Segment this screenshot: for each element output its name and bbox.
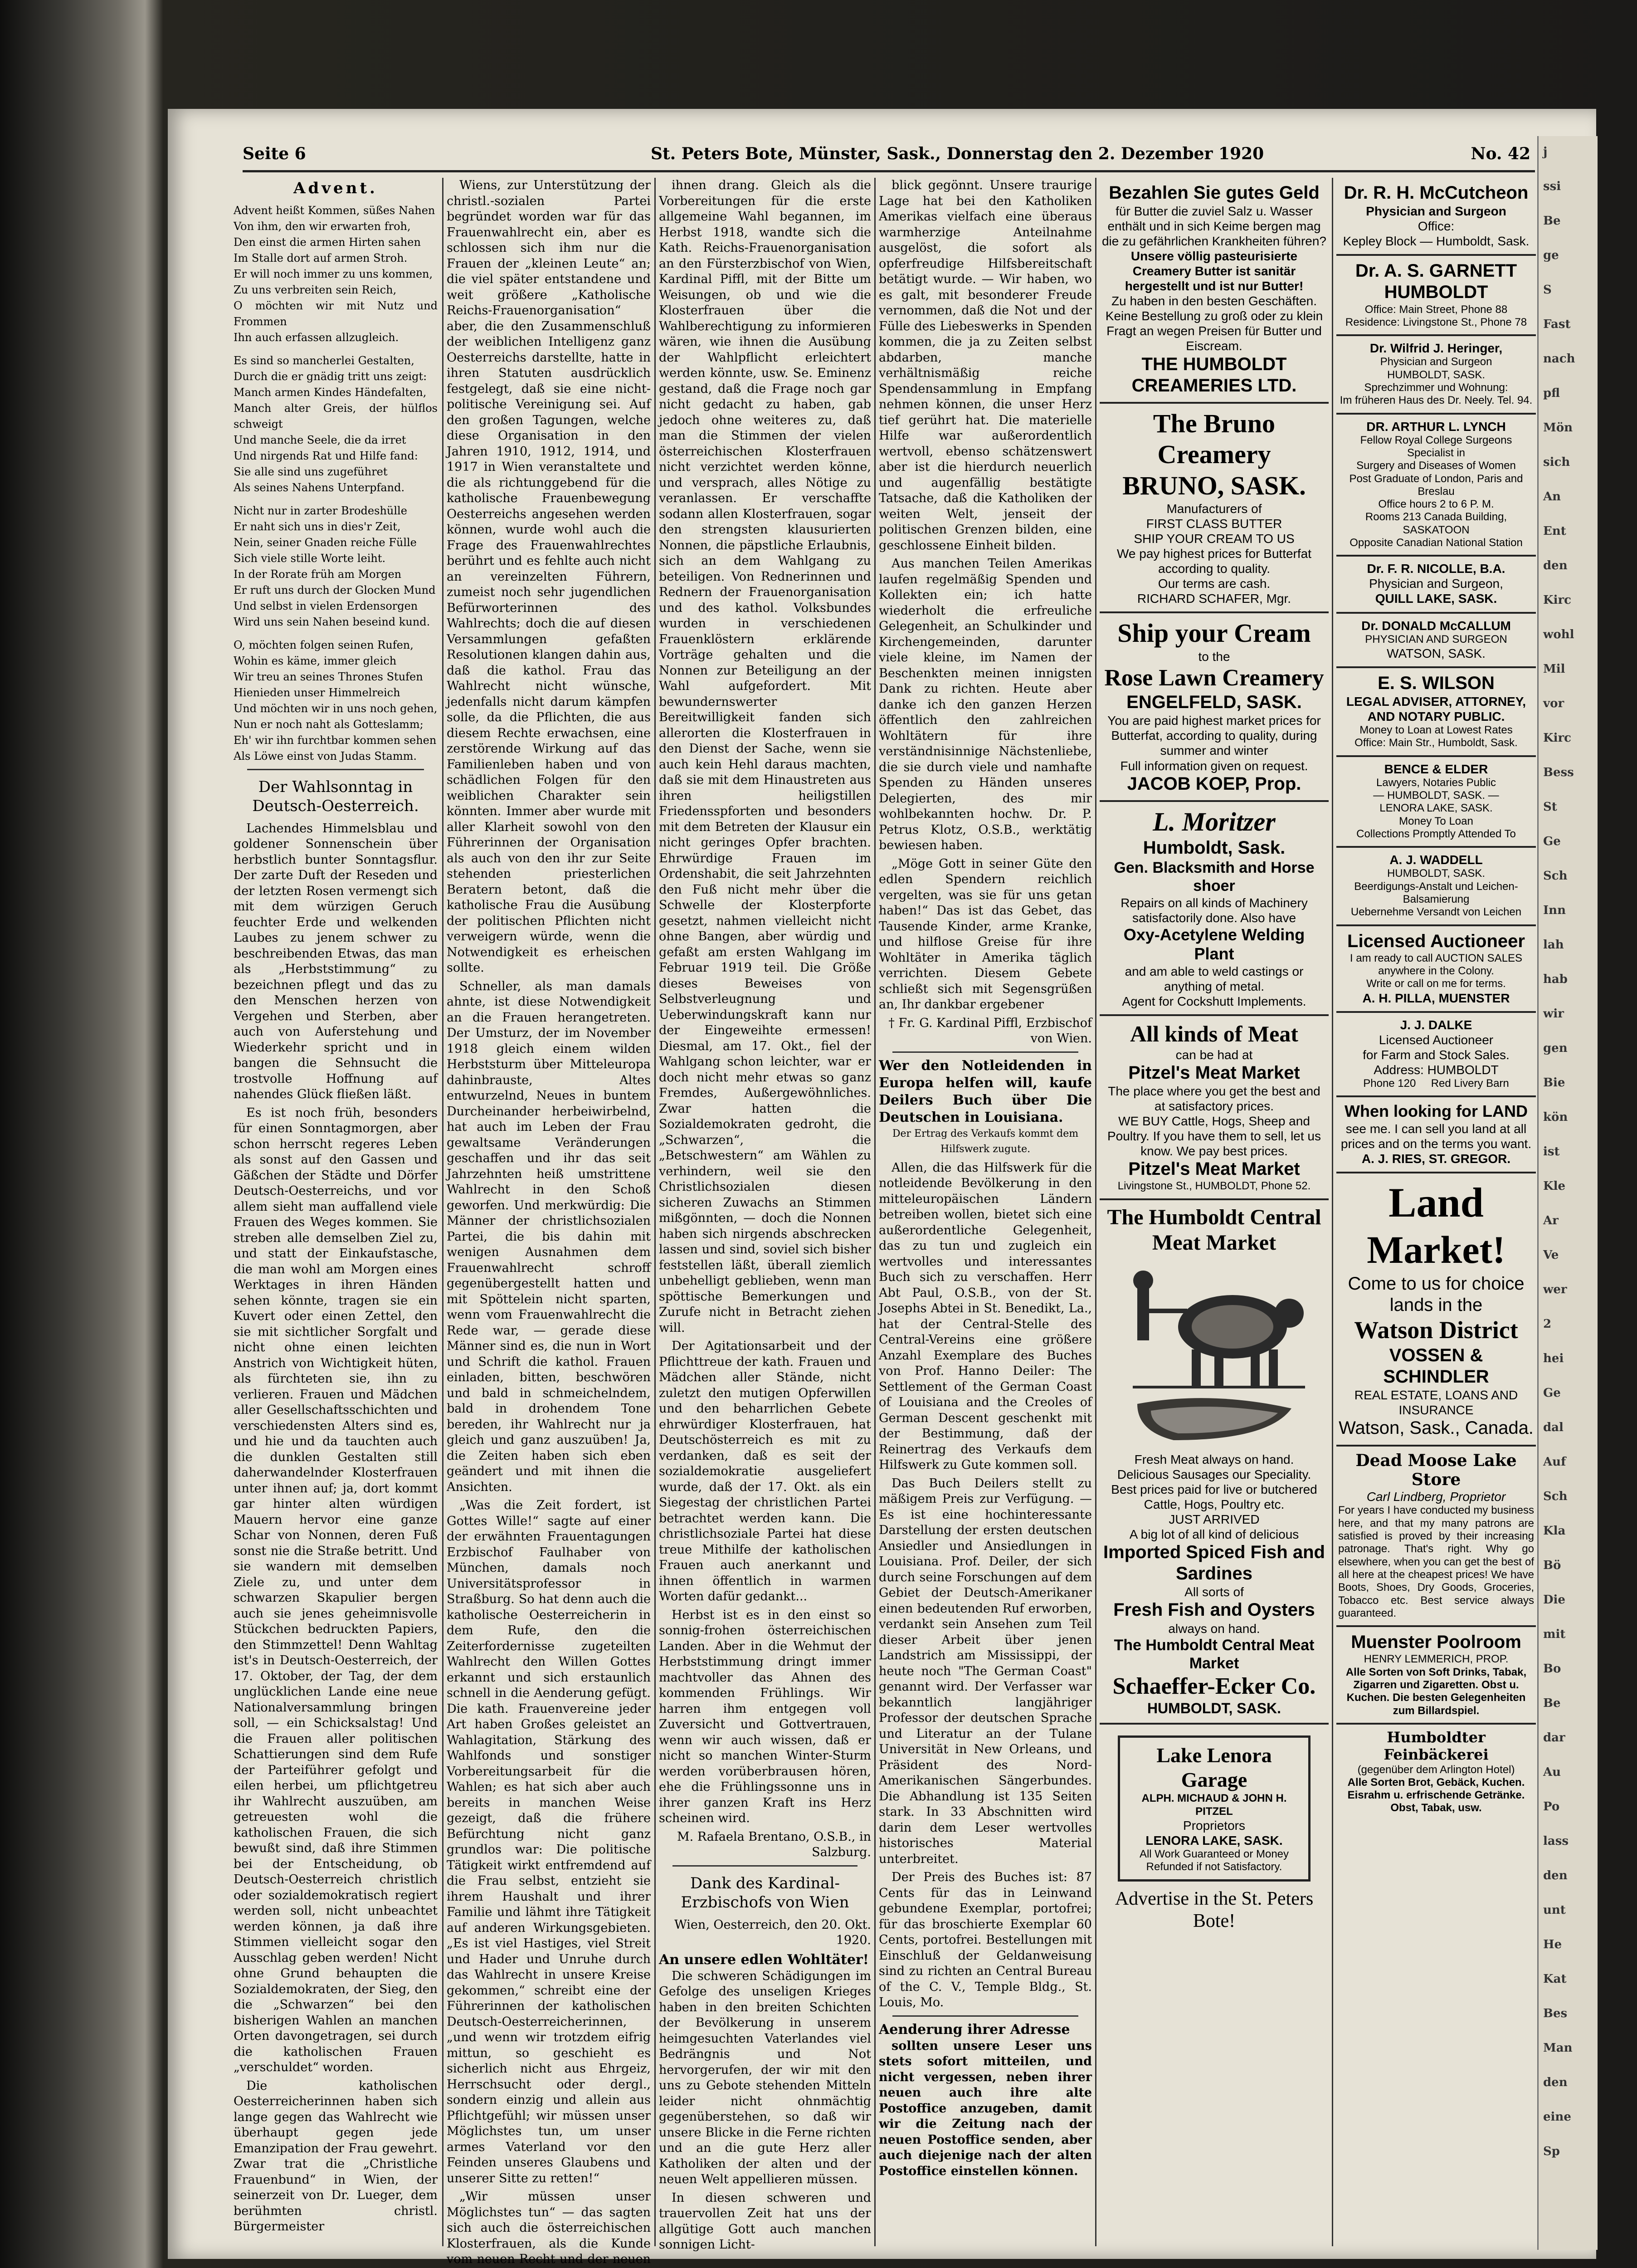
strip-fragment: kön <box>1543 1110 1568 1124</box>
ad-licensed-auctioneer <box>1336 926 1536 1013</box>
ad-line: Delicious Sausages our Speciality. <box>1117 1467 1311 1481</box>
poem-line: O möchten wir mit Nutz und Frommen <box>234 299 438 328</box>
ad-heringer <box>1336 336 1536 414</box>
paragraph: Herbst ist es in den einst so sonnig-frohen österreichischen Landen. Aber in die Wehmut der Herbststimmung dringt immer machtvoller das Ahnen des kommenden Frühlings. Wir harren ihm entgegen voll Zuversicht und Gottvertrauen, wenn wir auch wissen, daß er nicht so manchen Winter-Sturm werden vorüberbrausen hören, ehe die Frühlingssonne uns in ihrer ganzen Kraft ins Herz scheinen wird. <box>659 1608 871 1825</box>
strip-fragment: hei <box>1543 1352 1564 1365</box>
article-body <box>659 178 871 1827</box>
ad-line: PHYSICIAN AND SURGEON <box>1365 633 1507 645</box>
ad-line: Zu haben in den besten Geschäften. Keine Bestellung zu groß oder zu klein <box>1105 294 1323 323</box>
article-signature: M. Rafaela Brentano, O.S.B., in Salzburg. <box>677 1829 871 1859</box>
ad-line: WE BUY Cattle, Hogs, Sheep and Poultry. If you have them to sell, let us know. We pay best prices. <box>1107 1114 1321 1158</box>
ad-line: always on hand. <box>1168 1621 1260 1636</box>
ad-mccallum <box>1336 614 1536 668</box>
ad-name: Carl Lindberg, Proprietor <box>1366 1490 1506 1504</box>
poem-line: Er naht sich uns in dies'r Zeit, <box>234 520 401 533</box>
strip-fragment: pfl <box>1543 386 1560 400</box>
ad-mccutcheon <box>1336 178 1536 256</box>
strip-fragment: He <box>1543 1938 1562 1951</box>
ad-title: Muenster Poolroom <box>1351 1632 1521 1652</box>
paragraph: Schneller, als man damals ahnte, ist diese Notwendigkeit an die Frauen herangetreten. Der Umsturz, der im November 1918 gleich einem wilden Herbststurm über Mitteleuropa dahinbrauste, Altes entwurzelnd, Neues in buntem Durcheinander herbeiwirbelnd, hat auch im Leben der Frau gewaltsame Veränderungen geschaffen und ihr das seit Jahrzehnten heiß umstrittene Wahlrecht in den Schoß geworfen. Und merkwürdig: Die Männer der christlichsozialen Partei, die bis dahin mit wenigen Ausnahmen dem Frauenwahlrecht schroff gegenübergestellt hatten und mit Spöttelein nicht sparten, wenn vom Frauenwahlrecht die Rede war, — gerade diese Männer sind es, die nun in Wort und Schrift die kathol. Frauen einladen, bitten, beschwören und bald in schmeichelndem, bald in drohendem Tone bereden, ihr Wahlrecht nur ja gleich und ganz auszuüben! Ja, die Zeiten haben sich eben geändert und mit ihnen die Ansichten. <box>447 979 651 1494</box>
strip-fragment: Bie <box>1543 1076 1565 1090</box>
strip-fragment: Au <box>1543 1765 1561 1779</box>
column-3 <box>659 178 871 2252</box>
strip-fragment: ssi <box>1543 180 1561 193</box>
ad-name: A. H. PILLA, MUENSTER <box>1362 991 1510 1005</box>
ad-line: JUST ARRIVED <box>1169 1512 1260 1526</box>
ad-line: A big lot of all kind of delicious <box>1129 1527 1299 1541</box>
ad-line: Full information given on request. <box>1120 758 1308 773</box>
ad-title: DR. ARTHUR L. LYNCH <box>1366 419 1506 434</box>
paragraph: „Möge Gott in seiner Güte den edlen Spendern reichlich vergelten, was sie für uns getan haben!“ Das ist das Gebet, das Tausende Kinder, arme Kranke, und hilflose Greise für ihre Wohltäter in Amerika täglich verrichten. Diesem Gebete schließt sich mit Segensgrüßen an, Ihr dankbar ergebener <box>879 856 1092 1012</box>
paragraph: Der Preis des Buches ist: 87 Cents für das in Leinwand gebundene Exemplar, portofrei; für das broschierte Exemplar 60 Cents, portofrei. Bestellungen mit Einschluß der Geldanweisung sind zu richten an Central Bureau of the C. V., Temple Bldg., St. Louis, Mo. <box>879 1870 1092 2009</box>
ad-line: For years I have conducted my business here, and that my many patrons are satisfied is proved by their increasing patronage. That's right. Why go elsewhere, when you can get the best of all here at the cheapest prices! We have Boots, Shoes, Dry Goods, Groceries, Tobacco etc. Best service always guaranteed. <box>1338 1504 1534 1619</box>
strip-fragment: Sch <box>1543 869 1568 883</box>
ad-line: Physician and Surgeon <box>1380 356 1492 368</box>
strip-fragment: den <box>1543 1869 1568 1882</box>
ad-title: Dr. DONALD McCALLUM <box>1361 618 1511 633</box>
ad-place: WATSON, SASK. <box>1387 646 1486 660</box>
strip-fragment: wir <box>1543 1007 1564 1021</box>
poem-line: Wohin es käme, immer gleich <box>234 654 397 667</box>
paragraph: Lachendes Himmelsblau und goldener Sonnenschein über herbstlich bunter Sonntagsflur. Der zarte Duft der Reseden und der letzten Rosen vermengt sich mit dem würzigen Geruch feuchter Erde und welkenden Laubes zu jenem schwer zu beschreibenden Etwas, das man als „Herbststimmung“ zu bezeichnen pflegt und das zu den Menschen herzen von Vergehen und Sterben, aber auch von Auferstehung und Wiederkehr spricht und in bangen die Sehnsucht die trostvolle Hoffnung auf nahendes Glück fließen läßt. <box>234 821 438 1101</box>
ad-name: JACOB KOEP, Prop. <box>1127 773 1301 794</box>
ad-muenster-poolroom <box>1336 1627 1536 1725</box>
ad-line: see me. I can sell you land at all prices and on the terms you want. <box>1340 1121 1532 1151</box>
ad-title: Humboldter Feinbäckerei <box>1384 1729 1489 1763</box>
ad-moritzer <box>1100 802 1329 1016</box>
ad-title: Rose Lawn Creamery <box>1104 665 1324 691</box>
poem-line: Zu uns verbreiten sein Reich, <box>234 283 397 296</box>
ad-place: Watson, Sask., Canada. <box>1339 1418 1534 1438</box>
ad-name: Pitzel's Meat Market <box>1128 1062 1300 1083</box>
strip-fragment: nach <box>1543 352 1575 366</box>
ad-title: A. J. WADDELL <box>1389 853 1483 867</box>
ad-place: HUMBOLDT <box>1384 282 1488 303</box>
poem-line: Nicht nur in zarter Brodeshülle <box>234 504 407 517</box>
ad-line: Office: Main Str., Humboldt, Sask. <box>1354 737 1518 749</box>
separator <box>247 769 424 770</box>
ad-title: All kinds of Meat <box>1130 1021 1298 1046</box>
ad-name: Schaeffer-Ecker Co. <box>1112 1673 1316 1699</box>
notice-title: Wer den Notleidenden in Europa helfen will, kaufe Deilers Buch über Die Deutschen in Louisiana. <box>879 1057 1092 1125</box>
poem-line: In der Rorate früh am Morgen <box>234 567 402 581</box>
ad-line: Kepley Block — Humboldt, Sask. <box>1343 234 1530 249</box>
page-number: Seite 6 <box>243 144 306 163</box>
ad-line: SHIP YOUR CREAM TO US <box>1134 532 1295 546</box>
ad-place: HUMBOLDT, SASK. <box>1387 368 1486 381</box>
paragraph: Es ist noch früh, besonders für einen Sonntagmorgen, aber schon herrscht regeres Leben als sonst auf den Gassen und Gäßchen der Städte und Dörfer Deutsch-Oesterreichs, und vor allem sieht man auffallend viele Frauen des Weges kommen. Sie streben alle demselben Ziel zu, und statt der Einkaufstasche, die man wohl am Morgen eines Werktages in ihren Händen sehen könnte, tragen sie ein Kuvert oder einen Zettel, den sie mit sichtlicher Sorgfalt und nicht ohne einen leichten Anstrich von Wichtigkeit hüten, als fürchteten sie, ihn zu verlieren. Frauen und Mädchen aller Gesellschaftsschichten und verschiedensten Alters sind es, und hie und da tauchten auch die dunklen Gestalten still daherwandelnder Klosterfrauen unter ihnen auf; ja, dort kommt gar hinter alten würdigen Mauern hervor eine ganze Schar von Nonnen, deren Fuß sonst nie die Straße betritt. Und sie wandern mit demselben Ziele zu, und unter dem schwarzen Skapulier bergen auch sie jenes geheimnisvolle Stückchen bedruckten Papiers, den Stimmzettel! Denn Wahltag ist's in Deutsch-Oesterreich, der 17. Oktober, der Tag, der dem unglücklichen Lande eine neue Nationalversammlung bringen soll, — ein Schicksalstag! Und die Frauen aller politischen Schattierungen sind dem Rufe der Parteiführer gefolgt und eilen herbei, um pflichtgetreu ihr Wahlrecht auszuüben, am getreuesten wohl die katholischen Frauen, die sich bewußt sind, daß ihre Stimmen bei der Entscheidung, ob Deutsch-Oesterreich christlich oder sozialdemokratisch regiert werden soll, nicht unbeachtet werden können, ja daß ihre Stimmen vielleicht sogar den Ausschlag geben werden! Nicht ohne Grund behaupten die Sozialdemokraten, der Sieg, den die „Schwarzen“ bei den bisherigen Wahlen an manchen Orten davongetragen, sei durch die katholischen Frauen „verschuldet“ worden. <box>234 1105 438 2074</box>
cardinal-signature: † Fr. G. Kardinal Piffl, Erzbischof von Wien. <box>888 1016 1092 1046</box>
dank-text: Die schweren Schädigungen im Gefolge des unseligen Krieges haben in den breiten Schichten der Bevölkerung in unserem heimgesuchten Vaterlandes viel Bedrängnis und Not hervorgerufen, der wir mit den uns zu Gebote stehenden Mitteln leider nicht ohnmächtig gegenüberstehen, so daß wir unsere Blicke in die Ferne richten und an die gute Herz aller Katholiken der alten und der neuen Welt appellieren müssen. <box>659 1969 871 2186</box>
column-rule <box>442 178 443 2246</box>
ad-line: Fragt an wegen Preisen für Butter und Eiscream. <box>1106 324 1322 353</box>
ad-line: The place where you get the best and at satisfactory prices. <box>1108 1084 1320 1113</box>
ad-title: L. Moritzer <box>1153 807 1276 836</box>
article-body <box>234 821 438 2235</box>
poem-title: Advent. <box>293 179 378 197</box>
ad-line: Opposite Canadian National Station <box>1350 537 1523 549</box>
ad-line: Office: Main Street, Phone 88 <box>1364 303 1508 316</box>
ad-line: Phone 120 Red Livery Barn <box>1363 1077 1509 1090</box>
ad-line: Agent for Cockshutt Implements. <box>1122 994 1306 1008</box>
poem-line: Sie alle sind uns zugeführet <box>234 465 388 478</box>
paragraph: ihnen drang. Gleich als die Vorbereitungen für die erste allgemeine Wahl begannen, im Herbst 1918, wandte sich die Kath. Reichs-Frauenorganisation an den Fürsterzbischof von Wien, Kardinal Piffl, mit der Bitte um Weisungen, ob und wie die Klosterfrauen über die Wahlberechtigung zu informieren wären, wie ihnen die Ausübung der Wahlpflicht erleichtert werden könnte, usw. Se. Eminenz gestand, daß die Frage noch gar nicht gedacht zu haben, gab jedoch ohne weiteres zu, daß man die Stimmen der vielen österreichischen Klosterfrauen nicht verzichtet werden könne, und versprach, alles Nötige zu veranlassen. Er verschaffte sodann allen Klosterfrauen, sogar den strengsten klausurierten Nonnen, die päpstliche Erlaubnis, sich an dem Wahlgang zu beteiligen. Von Rednerinnen und Rednern der Frauenorganisation und des kathol. Volksbundes wurden in verschiedenen Frauenklöstern erklärende Vorträge gehalten und die Nonnen zur Beteiligung an der Wahl aufgefordert. Mit bewundernswerter Bereitwilligkeit fanden sich allerorten die Klosterfrauen in den Dienst der Sache, wenn sie auch kein Hehl daraus machten, daß sie mit dem Hinaustreten aus ihren heiligstillen Friedensspforten und besonders mit dem Betreten der Klausur ein nicht geringes Opfer brachten. Ehrwürdige Frauen im Ordenshabit, die seit Jahrzehnten den Fuß nicht mehr über die Schwelle der Klosterpforte gesetzt, nahmen vielleicht nicht ohne Bangen, aber würdig und gefaßt am ersten Wahlgang im Februar 1919 teil. Die Größe dieses Beweises von Selbstverleugnung und Ueberwindungskraft kann nur der Eingeweihte ermessen! Diesmal, am 17. Okt., fiel der Wahlgang schon leichter, war er doch nicht mehr etwas so ganz Fremdes, Außergewöhnliches. Zwar hatten die Sozialdemokraten gedroht, die „Schwarzen“, die „Betschwestern“ am Wählen zu verhindern, weil sie den Christlichsozialen diesen sicheren Zuwachs an Stimmen mißgönnten, — doch die Nonnen haben sich nirgends abschrecken lassen und sind, soviel sich bisher feststellen läßt, überall ziemlich unbehelligt geblieben, wenn man spöttische Bemerkungen und Zurufe nicht in Betracht ziehen will. <box>659 178 871 1335</box>
header-rule <box>243 170 1535 172</box>
column-rule <box>1095 178 1096 2246</box>
ad-line: Our terms are cash. <box>1158 577 1271 591</box>
ad-line: Physician and Surgeon, <box>1369 577 1503 591</box>
poem-line: Hienieden unser Himmelreich <box>234 686 400 699</box>
poem-line: Den einst die armen Hirten sahen <box>234 235 421 249</box>
strip-fragment: mit <box>1543 1628 1566 1641</box>
strip-fragment: Mön <box>1543 421 1573 435</box>
column-rule <box>874 178 876 2246</box>
paragraph: „Wir müssen unser Möglichstes tun“ — das sagten sich auch die österreichischen Klosterfrauen, als die Kunde vom neuen Recht und der neuen <box>447 2190 651 2266</box>
strip-fragment: Be <box>1543 214 1561 228</box>
column-rule <box>1332 178 1333 2246</box>
ad-line: All sorts of <box>1184 1585 1244 1599</box>
strip-fragment: unt <box>1543 1903 1566 1917</box>
paragraph: Aus manchen Teilen Amerikas laufen regelmäßig Spenden und Kollekten ein; ich hatte wiederholt die erfreuliche Gelegenheit, an Schulkinder und Kirchengemeinden, darunter viele kleine, im Namen der Beschenkten meinen innigsten Dank zu richten. Heute aber danke ich den ganzen Herzen öffentlich den zahlreichen Wohltätern für ihre verständnisinnige Nächstenliebe, die sie durch viele und namhafte Spenden zu Händen unseres Delegierten, des mir wohlbekannten hochw. Dr. P. Petrus Klotz, O.S.B., werktätig bewiesen haben. <box>879 557 1092 852</box>
ad-line: Money To Loan <box>1399 815 1473 827</box>
ad-title: Dr. F. R. NICOLLE, B.A. <box>1367 562 1505 576</box>
ad-line: Sprechzimmer und Wohnung: <box>1364 381 1508 394</box>
ad-line: Manufacturers of <box>1166 502 1262 516</box>
ad-humboldt-creameries <box>1100 178 1329 404</box>
ad-title: Dead Moose Lake Store <box>1355 1451 1517 1489</box>
ad-waddell <box>1336 848 1536 926</box>
strip-fragment: Sch <box>1543 1490 1568 1503</box>
ad-garnett <box>1336 256 1536 336</box>
strip-fragment: wer <box>1543 1283 1567 1296</box>
strip-fragment: Ent <box>1543 524 1566 538</box>
strip-fragment: dal <box>1543 1421 1564 1434</box>
poem-line: Er ruft uns durch der Glocken Mund <box>234 583 436 596</box>
ad-bence-elder <box>1336 757 1536 848</box>
poem-line: Wird uns sein Nahen beseind kund. <box>234 615 430 628</box>
strip-fragment: Mil <box>1543 662 1565 676</box>
ad-central-meat <box>1100 1200 1329 1725</box>
strip-fragment: eine <box>1543 2110 1571 2124</box>
ad-line: We pay highest prices for Butterfat according to quality. <box>1116 547 1312 576</box>
ad-line: Come to us for choice lands in the <box>1348 1273 1525 1315</box>
ad-line: ALPH. MICHAUD & JOHN H. PITZEL <box>1141 1792 1287 1818</box>
poem-line: Durch die er gnädig tritt uns zeigt: <box>234 370 427 383</box>
poem-line: Es sind so mancherlei Gestalten, <box>234 354 414 367</box>
poem-line: Manch alter Greis, der hülflos schweigt <box>234 401 438 430</box>
paragraph: blick gegönnt. Unsere traurige Lage hat bei den Katholiken Amerikas vielfach eine überaus warmherzige Anteilnahme ausgelöst, die sofort als opferfreudige Hilfsbereitschaft betätigt wurde. — Wir haben, wo es galt, mit besonderer Freude vernommen, daß die Not und der Fülle des Liebeswerks in Spenden kommen, die ja zu Zeiten selbst abdarben, manche verhältnismäßig reiche Spendensammlung in Empfang nehmen können, die unser Herz tief gerührt hat. Die materielle Hilfe war außerordentlich wertvoll, ebenso schätzenswert aber ist die hierdurch neuerlich und augenfällig bestätigte Tatsache, daß die Katholiken der weiten Welt, jenseit der politischen Grenzen bilden, eine geschlossene Einheit bilden. <box>879 178 1092 552</box>
strip-fragment: lah <box>1543 938 1564 952</box>
column-rule <box>654 178 656 2246</box>
ad-line: LEGAL ADVISER, ATTORNEY, AND NOTARY PUBLIC. <box>1346 694 1526 724</box>
ad-line: Residence: Livingstone St., Phone 78 <box>1345 316 1527 328</box>
ad-line: Fellow Royal College Surgeons <box>1360 434 1512 446</box>
ad-title: Dr. Wilfrid J. Heringer, <box>1369 341 1503 356</box>
ad-title: Land <box>1389 1179 1484 1226</box>
notice-sub: Der Ertrag des Verkaufs kommt dem Hilfswerk zugute. <box>892 1128 1079 1155</box>
ad-place: QUILL LAKE, SASK. <box>1375 591 1497 606</box>
ad-title: When looking for LAND <box>1345 1102 1528 1121</box>
ad-title: The Humboldt Central Meat Market <box>1107 1205 1321 1255</box>
strip-fragment: vor <box>1543 697 1564 710</box>
ad-line: Money to Loan at Lowest Rates <box>1359 724 1513 737</box>
advent-poem <box>234 203 438 764</box>
ad-place: HUMBOLDT, SASK. <box>1147 1700 1281 1717</box>
poem-line: Er will noch immer zu uns kommen, <box>234 267 433 280</box>
strip-fragment: sich <box>1543 455 1570 469</box>
ad-line: Rooms 213 Canada Building, SASKATOON <box>1365 511 1507 536</box>
ad-name: VOSSEN & SCHINDLER <box>1383 1345 1489 1387</box>
ad-dalke <box>1336 1013 1536 1097</box>
strip-fragment: 2 <box>1543 1317 1552 1331</box>
ad-line: FIRST CLASS BUTTER <box>1146 517 1282 531</box>
ad-wilson <box>1336 668 1536 757</box>
garage-box <box>1118 1735 1311 1882</box>
ad-name: Pitzel's Meat Market <box>1128 1159 1300 1179</box>
dank-place: Wien, Oesterreich, den 20. Okt. 1920. <box>674 1917 871 1947</box>
column-6-ads <box>1336 178 1536 2246</box>
ad-line: Alle Sorten Brot, Gebäck, Kuchen. Eisrahm u. erfrischende Getränke. Obst, Tabak, usw. <box>1347 1776 1525 1814</box>
ad-title: Licensed Auctioneer <box>1347 931 1525 951</box>
ad-line: for Farm and Stock Sales. <box>1363 1047 1510 1062</box>
ad-line: You are paid highest market prices for Butterfat, according to quality, during summer and winter <box>1107 714 1321 758</box>
ad-line: Best prices paid for live or butchered Cattle, Hogs, Poultry etc. <box>1111 1482 1317 1511</box>
ad-line: Im früheren Haus des Dr. Neely. Tel. 94. <box>1340 394 1533 407</box>
strip-fragment: Be <box>1543 1696 1561 1710</box>
ad-line: REAL ESTATE, LOANS AND INSURANCE <box>1354 1388 1518 1418</box>
article-body <box>447 178 651 2268</box>
strip-fragment: gen <box>1543 1041 1568 1055</box>
strip-fragment: lass <box>1543 1834 1569 1848</box>
ad-pitzel-meat <box>1100 1016 1329 1200</box>
strip-fragment: Ge <box>1543 1386 1561 1400</box>
column-5-ads <box>1100 178 1329 2246</box>
ad-line: — HUMBOLDT, SASK. — <box>1373 789 1499 802</box>
paragraph: Allen, die das Hilfswerk für die notleidende Bevölkerung in den mitteleuropäischen Ländern betreiben wollen, bietet sich eine außerordentliche Gelegenheit, das zu tun und zugleich ein wertvolles und interessantes Buch sich zu verschaffen. Herr Abt Paul, O.S.B., von der St. Josephs Abtei in St. Benedikt, La., hat der Central-Stelle des Central-Vereins eine größere Anzahl Exemplare des Buches von Prof. Hanno Deiler: The Settlement of the German Coast of Louisiana and the Creoles of German Descent geschenkt mit der Bestimmung, daß der Reinertrag des Verkaufs dem Hilfswerk zu Gute kommen soll. <box>879 1160 1092 1472</box>
ad-title: J. J. DALKE <box>1400 1017 1472 1032</box>
address-title: Aenderung ihrer Adresse <box>879 2021 1070 2038</box>
strip-fragment: dar <box>1543 1731 1565 1745</box>
strip-fragment: Ve <box>1543 1248 1559 1262</box>
strip-fragment: j <box>1543 145 1548 159</box>
ad-line: für Butter die zuviel Salz u. Wasser enthält und in sich Keime bergen mag die zu gefährlichen Krankheiten führen? <box>1101 204 1326 249</box>
ad-title: Bezahlen Sie gutes Geld <box>1109 183 1320 203</box>
cow-illustration-icon <box>1119 1259 1310 1449</box>
ad-line: LENORA LAKE, SASK. <box>1379 802 1493 815</box>
ad-line: I am ready to call AUCTION SALES anywhere in the Colony. <box>1350 952 1523 978</box>
strip-fragment: S <box>1543 283 1552 297</box>
ad-line: Office hours 2 to 6 P. M. <box>1378 498 1494 511</box>
strip-fragment: Die <box>1543 1593 1565 1607</box>
ad-line: (gegenüber dem Arlington Hotel) <box>1357 1763 1515 1776</box>
ad-line: and am able to weld castings or anything of metal. <box>1125 964 1304 993</box>
ad-humboldter-bakery <box>1336 1725 1536 1820</box>
issue-number: No. 42 <box>1471 144 1530 163</box>
advertise-line: Advertise in the St. Peters Bote! <box>1115 1888 1314 1932</box>
ad-line: Fresh Meat always on hand. <box>1134 1452 1294 1466</box>
strip-fragment: Ge <box>1543 835 1561 848</box>
ad-land-market <box>1336 1173 1536 1447</box>
adjacent-page-edge <box>1537 136 1598 2250</box>
strip-fragment: hab <box>1543 973 1568 986</box>
poem-line: Im Stalle dort auf armen Stroh. <box>234 251 408 264</box>
ad-dead-moose-lake <box>1336 1447 1536 1628</box>
strip-fragment: Kat <box>1543 1972 1567 1986</box>
ad-line: Alle Sorten von Soft Drinks, Tabak, Zigarren und Zigaretten. Obst u. Kuchen. Die besten Gelegenheiten zum Billardspiel. <box>1345 1666 1527 1717</box>
ad-place: BRUNO, SASK. <box>1122 470 1306 500</box>
separator <box>892 1051 1078 1053</box>
ad-title: Lake Lenora <box>1156 1743 1272 1767</box>
ad-name: HENRY LEMMERICH, PROP. <box>1364 1653 1509 1666</box>
poem-line: Als seines Nahens Unterpfand. <box>234 481 405 494</box>
column-4 <box>879 178 1092 2246</box>
strip-fragment: An <box>1543 490 1561 503</box>
ad-rose-lawn <box>1100 613 1329 802</box>
poem-line: Wir treu an seines Thrones Stufen <box>234 670 423 683</box>
ad-title: Watson District <box>1354 1316 1518 1344</box>
ad-ries <box>1336 1097 1536 1173</box>
dank-heading: An unsere edlen Wohltäter! <box>659 1951 869 1968</box>
ad-sub: Gen. Blacksmith and Horse shoer <box>1114 859 1315 895</box>
ad-line: Unsere völlig pasteurisierte Creamery Butter ist sanitär hergestellt und ist nur Butter! <box>1125 249 1304 293</box>
strip-fragment: Bö <box>1543 1559 1561 1572</box>
paragraph: Die katholischen Oesterreicherinnen haben sich lange gegen das Wahlrecht wie überhaupt gegen jede Emanzipation der Frau gewehrt. Zwar trat die „Christliche Frauenbund“ in Wien, der seinerzeit von Dr. Lueger, dem berühmten christl. Bürgermeister <box>234 2078 438 2234</box>
ad-line: All Work Guaranteed or Money Refunded if not Satisfactory. <box>1139 1848 1289 1873</box>
strip-fragment: Bess <box>1543 766 1574 779</box>
poem-line: Ihn auch erfassen allzugleich. <box>234 331 399 344</box>
strip-fragment: Bo <box>1543 1662 1561 1676</box>
ad-line: to the <box>1198 649 1230 664</box>
strip-fragment: ist <box>1543 1145 1560 1158</box>
ad-title: Dr. A. S. GARNETT <box>1355 261 1517 281</box>
dank-text: In diesen schweren und trauervollen Zeit hat uns der allgütige Gott auch manchen sonnigen Licht- <box>659 2190 871 2252</box>
column-1 <box>234 178 438 2246</box>
strip-fragment: Kla <box>1543 1524 1566 1538</box>
ad-place: Humboldt, Sask. <box>1143 838 1286 858</box>
ad-line: Surgery and Diseases of Women <box>1356 459 1516 472</box>
article-body <box>879 178 1092 1013</box>
article-title: Der Wahlsonntag in Deutsch-Oesterreich. <box>252 777 419 815</box>
strip-fragment: Kirc <box>1543 731 1572 745</box>
masthead-line: St. Peters Bote, Münster, Sask., Donnerstag den 2. Dezember 1920 <box>651 144 1264 163</box>
ad-line: Imported Spiced Fish and Sardines <box>1103 1542 1325 1584</box>
address-text: sollten unsere Leser uns stets sofort mitteilen, und nicht vergessen, neben ihrer neuen auch ihre alte Postoffice anzugeben, damit wir die Zeitung nach der neuen Postoffice senden, aber auch diejenige nach der alten Postoffice einstellen können. <box>879 2038 1092 2178</box>
paragraph: Das Buch Deilers stellt zu mäßigem Preis zur Verfügung. — Es ist eine hochinteressante Darstellung der ersten deutschen Ansiedler und Ansiedlungen in Louisiana. Prof. Deiler, der sich durch seine Forschungen auf dem Gebiet der Deutsch-Amerikaner einen bedeutenden Ruf erworben, verdankt sein Ansehen zum Teil dieser Arbeit über jenen Landstrich am Mississippi, der heute noch "The German Coast" genannt wird. Der Verfasser war bekanntlich langjähriger Professor der deutschen Sprache und Literatur an der Tulane Universität in New Orleans, und Präsident des Nord-Amerikanischen Sängerbundes. Die Abhandlung ist 135 Seiten stark. In 33 Abschnitten wird darin dem Leser wertvolles historisches Material unterbreitet. <box>879 1476 1092 1866</box>
ad-title: Market! <box>1367 1228 1505 1272</box>
strip-fragment: den <box>1543 559 1568 572</box>
ad-lake-lenora-garage <box>1100 1725 1329 1938</box>
ad-title: The Bruno Creamery <box>1153 408 1276 469</box>
strip-fragment: ge <box>1543 249 1559 262</box>
strip-fragment: St <box>1543 800 1557 814</box>
strip-fragment: Po <box>1543 1800 1560 1813</box>
poem-line: Nein, seiner Gnaden reiche Fülle <box>234 536 417 549</box>
poem-line: Und nirgends Rat und Hilfe fand: <box>234 449 418 462</box>
ad-line: Proprietors <box>1183 1818 1245 1833</box>
strip-fragment: wohl <box>1543 628 1574 641</box>
ad-line: can be had at <box>1175 1047 1253 1062</box>
ad-line: Write or call on me for terms. <box>1366 978 1506 990</box>
ad-line: Licensed Auctioneer <box>1379 1032 1494 1047</box>
ad-title: E. S. WILSON <box>1378 673 1495 693</box>
poem-line: Advent heißt Kommen, süßes Nahen <box>234 204 435 217</box>
poem-line: Nun er noch naht als Gotteslamm; <box>234 718 424 731</box>
dank-title: Dank des Kardinal-Erzbischofs von Wien <box>681 1874 849 1911</box>
ad-lynch <box>1336 415 1536 557</box>
ad-line: Livingstone St., HUMBOLDT, Phone 52. <box>1117 1180 1311 1193</box>
ad-line: Office: <box>1418 219 1455 234</box>
ad-name: RICHARD SCHAFER, Mgr. <box>1137 591 1291 606</box>
separator <box>672 1865 857 1867</box>
ad-line: Lawyers, Notaries Public <box>1376 776 1496 789</box>
ad-title: Ship your Cream <box>1117 618 1311 648</box>
ad-sub: The Humboldt Central Meat Market <box>1114 1636 1315 1672</box>
ad-title: Dr. R. H. McCutcheon <box>1344 183 1529 203</box>
ad-line: Oxy-Acetylene Welding Plant <box>1123 925 1305 963</box>
ad-line: Repairs on all kinds of Machinery satisfactorily done. Also have <box>1121 895 1308 925</box>
ad-bruno-creamery <box>1100 404 1329 614</box>
poem-line: Von ihm, den wir erwarten froh, <box>234 220 411 233</box>
poem-line: Eh' wir ihn furchtbar kommen sehen <box>234 733 437 747</box>
paragraph: Der Agitationsarbeit und der Pflichttreue der kath. Frauen und Mädchen aller Stände, nicht zuletzt den mutigen Opferwillen und den beharrlichen Gebete ehrwürdiger Klosterfrauen, hat Deutschösterreich es mit zu verdanken, daß es seit der sozialdemokratie ausgeliefert wurde, daß der 17. Okt. als ein Siegestag der christlichen Partei betrachtet werden kann. Die christlichsoziale Partei hat diese treue Mithilfe der katholischen Frauen auch anerkannt und ihnen öffentlich in warmen Worten dafür gedankt... <box>659 1339 871 1603</box>
strip-fragment: Bes <box>1543 2007 1568 2020</box>
strip-fragment: Auf <box>1543 1455 1566 1469</box>
ad-line: Collections Promptly Attended To <box>1356 828 1516 841</box>
ad-line: Specialist in <box>1407 446 1466 459</box>
ad-company: THE HUMBOLDT CREAMERIES LTD. <box>1131 354 1297 396</box>
poem-line: Sich viele stille Worte leiht. <box>234 552 386 565</box>
ad-title: BENCE & ELDER <box>1384 762 1488 776</box>
poem-line: O, möchten folgen seinen Rufen, <box>234 638 414 651</box>
ad-line: Post Graduate of London, Paris and Breslau <box>1349 472 1523 498</box>
ad-place: ENGELFELD, SASK. <box>1126 692 1302 713</box>
poem-line: Und manche Seele, die da irret <box>234 433 406 446</box>
separator <box>892 2015 1078 2017</box>
strip-fragment: Fast <box>1543 318 1571 331</box>
ad-title: Garage <box>1181 1768 1247 1792</box>
strip-fragment: den <box>1543 2076 1568 2089</box>
column-2 <box>447 178 651 2266</box>
ad-place: LENORA LAKE, SASK. <box>1145 1833 1283 1848</box>
strip-fragment: Ar <box>1543 1214 1559 1227</box>
poem-line: Manch armen Kindes Händefalten, <box>234 386 427 399</box>
ad-line: Beerdigungs-Anstalt und Leichen-Balsamierung <box>1354 880 1518 905</box>
strip-fragment: Man <box>1543 2041 1573 2055</box>
ad-line: HUMBOLDT, SASK. <box>1387 867 1486 880</box>
ad-line: Fresh Fish and Oysters <box>1113 1600 1315 1620</box>
strip-fragment: Sp <box>1543 2145 1560 2158</box>
poem-line: Und möchten wir in uns noch gehen, <box>234 702 438 715</box>
poem-line: Als Löwe einst von Judas Stamm. <box>234 749 417 763</box>
ad-name: A. J. RIES, ST. GREGOR. <box>1361 1151 1511 1166</box>
poem-line: Und selbst in vielen Erdensorgen <box>234 599 418 612</box>
paragraph: Wiens, zur Unterstützung der christl.-sozialen Partei begründet worden war für das Frauenwahlrecht ein, aber es schlossen sich ihm nur die Frauen der „kleinen Leute“ an; die viel später entstandene und weit größere „Katholische Reichs-Frauenorganisation“ aber, die den Zusammenschluß der weiblichen Intelligenz ganz Oesterreichs darstellte, hatte in ihren Statuten ausdrücklich festgelegt, daß sie eine nicht-politische Vereinigung sei. Auf den großen Tagungen, welche diese Organisation in den Jahren 1910, 1912, 1914, und 1917 in Wien veranstaltete und die als richtunggebend für die katholische Frauenbewegung Oesterreichs angesehen werden können, wurde wohl auch die Frage des Frauenwahlrechtes berührt und es fehlte auch nicht an vereinzelten Führern, zumeist noch sehr jugendlichen Befürworterinnen des Wahlrechts; doch die auf diesen Versammlungen gefaßten Resolutionen klangen dahin aus, daß die kathol. Frau das Wahlrecht nicht wünsche, jedenfalls nicht darum kämpfen solle, da die Pflichten, die aus diesem Rechte erwachsen, eine zerstörende Wirkung auf das Familienleben haben und von schädlichen Folgen für den weiblichen Charakter sein könnten. Immer aber wurde mit aller Klarheit sowohl von den Führerinnen der Organisation als auch von den ihr zur Seite stehenden priesterlichen Beratern betont, daß die katholische Frau die Ausübung der politischen Pflichten nicht verweigern würde, wenn die Notwendigkeit es erheischen sollte. <box>447 178 651 975</box>
notice-body <box>879 1160 1092 2011</box>
paragraph: „Was die Zeit fordert, ist Gottes Wille!“ sagte auf einer der erwähnten Frauentagungen Erzbischof Faulhaber von München, damals noch Universitätsprofessor in Straßburg. So hat denn auch die katholische Oesterreicherin in dem Rufe, den die Zeiterfordernisse zugeteilten Wahlrecht den Willen Gottes erkannt und sich erstaunlich schnell in die Aenderung gefügt. Die kath. Frauenvereine jeder Art haben Großes geleistet an Wahlagitation, Stärkung des Wahlfonds und sonstiger Vorbereitungsarbeit für die Wahlen; es hat sich aber auch bereits in manchen Weise gezeigt, daß die frühere Befürchtung nicht ganz grundlos war: Die politische Tätigkeit wirkt entfremdend auf die Frau selbst, entzieht sie ihrem Haushalt und ihrer Familie und lähmt ihre Tätigkeit auf anderen Wirkungsgebieten. „Es ist viel Hastiges, viel Streit und Hader und Unruhe durch das Wahlrecht in unsere Kreise gekommen,“ schreibt eine der Führerinnen der katholischen Deutsch-Oesterreicherinnen, „und wenn wir trotzdem eifrig mittun, so geschieht es sicherlich nicht aus Ehrgeiz, Herrschsucht oder dergl., sondern einzig und allein aus Pflichtgefühl; wir müssen unser Möglichstes tun, um unser armes Vaterland vor den Feinden unseres Glaubens und unserer Sitte zu retten!“ <box>447 1498 651 2185</box>
ad-line: Uebernehme Versandt von Leichen <box>1350 906 1522 919</box>
strip-fragment: Kirc <box>1543 593 1572 607</box>
ad-line: Physician and Surgeon <box>1366 204 1506 219</box>
strip-fragment: Kle <box>1543 1179 1566 1193</box>
ad-line: Address: HUMBOLDT <box>1374 1062 1499 1077</box>
strip-fragment: Inn <box>1543 904 1566 917</box>
ad-nicolle <box>1336 557 1536 613</box>
